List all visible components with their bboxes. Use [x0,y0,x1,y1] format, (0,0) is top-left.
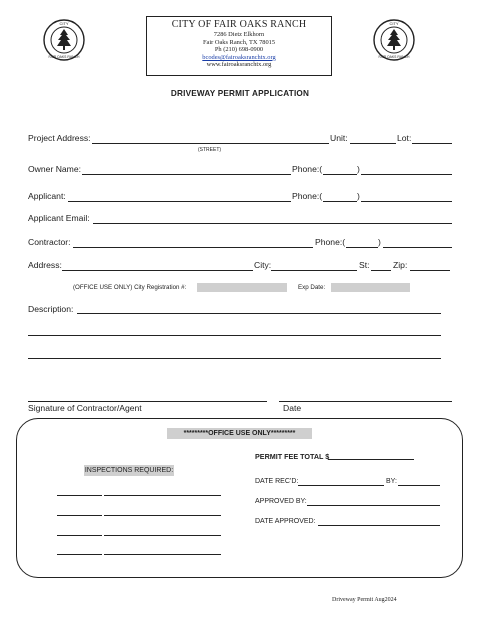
form-title: DRIVEWAY PERMIT APPLICATION [170,89,310,98]
exp-date-field[interactable] [331,283,410,292]
svg-text:CITY: CITY [59,21,69,26]
inspection-3-date-field[interactable] [57,535,102,536]
city-phone: Ph (210) 698-0900 [214,46,264,54]
unit-label: Unit: [330,133,348,143]
street-hint: (STREET) [198,147,222,153]
description-line-1[interactable] [77,313,441,314]
received-by-field[interactable] [398,485,440,486]
footer-revision: Driveway Permit Aug2024 [332,597,397,603]
date-approved-label: DATE APPROVED: [255,518,316,525]
owner-name-label: Owner Name: [28,164,82,174]
description-line-2[interactable] [28,335,441,336]
applicant-email-field[interactable] [93,223,452,224]
signature-date-field[interactable] [279,401,452,402]
city-seal-logo-right [372,18,416,62]
unit-field[interactable] [350,143,396,144]
applicant-email-label: Applicant Email: [28,213,90,223]
inspection-4-field[interactable] [104,554,221,555]
contractor-label: Contractor: [28,237,71,247]
lot-field[interactable] [412,143,452,144]
city-address-line2: Fair Oaks Ranch, TX 78015 [202,38,276,46]
state-field[interactable] [371,270,391,271]
contractor-phone-field[interactable] [383,247,452,248]
svg-text:FAIR OAKS RANCH: FAIR OAKS RANCH [48,55,80,59]
office-registration-label: (OFFICE USE ONLY) City Registration #: [73,284,187,291]
date-approved-field[interactable] [318,525,440,526]
contractor-field[interactable] [73,247,313,248]
city-address-line1: 7286 Dietz Elkhorn [213,31,265,38]
inspection-1-field[interactable] [104,495,221,496]
inspections-required-label: INSPECTIONS REQUIRED: [84,467,174,474]
received-by-label: BY: [386,478,397,485]
applicant-phone-field[interactable] [361,201,452,202]
applicant-phone-label: Phone:( [292,191,323,201]
svg-text:CITY: CITY [389,21,399,26]
permit-fee-field[interactable] [328,459,414,460]
lot-label: Lot: [397,133,412,143]
city-name: CITY OF FAIR OAKS RANCH [171,19,307,30]
exp-date-label: Exp Date: [298,284,326,291]
inspection-2-date-field[interactable] [57,515,102,516]
project-address-label: Project Address: [28,133,91,143]
inspection-2-field[interactable] [104,515,221,516]
signature-label: Signature of Contractor/Agent [28,403,142,413]
zip-label: Zip: [393,260,408,270]
applicant-phone-area-field[interactable] [323,201,357,202]
office-use-heading: *********OFFICE USE ONLY********* [183,430,296,437]
approved-by-field[interactable] [307,505,440,506]
address-label: Address: [28,260,62,270]
description-line-3[interactable] [28,358,441,359]
applicant-field[interactable] [68,201,291,202]
owner-phone-field[interactable] [361,174,452,175]
applicant-phone-paren: ) [357,191,360,201]
date-received-field[interactable] [298,485,384,486]
project-address-field[interactable] [92,143,329,144]
city-email-link[interactable]: bcodes@fairoaksranchtx.org [202,53,276,61]
zip-field[interactable] [410,270,450,271]
registration-number-field[interactable] [197,283,287,292]
owner-phone-label: Phone:( [292,164,323,174]
owner-phone-paren: ) [357,164,360,174]
city-website: www.fairoaksranchtx.org [206,61,272,69]
city-header-box [146,16,332,76]
description-label: Description: [28,304,74,314]
state-label: St: [359,260,370,270]
permit-fee-label: PERMIT FEE TOTAL $ [255,452,330,461]
contractor-phone-paren: ) [378,237,381,247]
svg-text:FAIR OAKS RANCH: FAIR OAKS RANCH [378,55,410,59]
contractor-phone-area-field[interactable] [346,247,378,248]
signature-date-label: Date [283,403,302,413]
inspection-1-date-field[interactable] [57,495,102,496]
inspection-3-field[interactable] [104,535,221,536]
applicant-label: Applicant: [28,191,66,201]
address-field[interactable] [62,270,253,271]
city-field[interactable] [271,270,357,271]
approved-by-label: APPROVED BY: [255,498,307,505]
owner-phone-area-field[interactable] [323,174,357,175]
date-received-label: DATE REC’D: [255,478,299,485]
inspection-4-date-field[interactable] [57,554,102,555]
contractor-phone-label: Phone:( [315,237,346,247]
city-label: City: [254,260,272,270]
city-seal-logo-left [42,18,86,62]
owner-name-field[interactable] [82,174,291,175]
signature-field[interactable] [28,401,267,402]
